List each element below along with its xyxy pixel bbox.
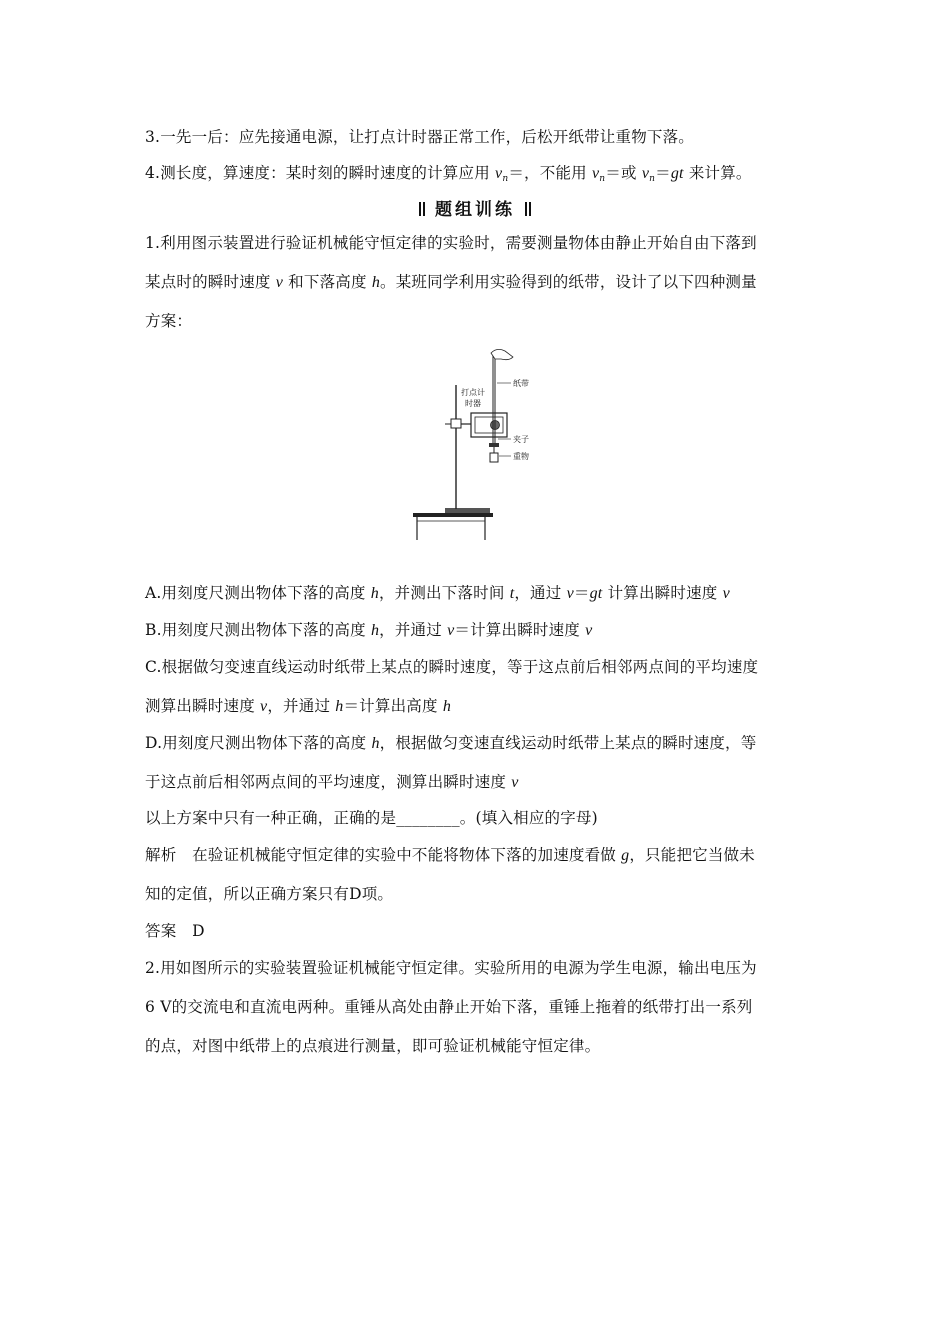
var-v: v bbox=[585, 622, 593, 639]
label-tape: 纸带 bbox=[513, 379, 529, 388]
text-segment: 和下落高度 bbox=[283, 273, 372, 291]
q1-stem-3-text: 方案： bbox=[145, 312, 193, 330]
var-v: v bbox=[722, 585, 730, 602]
text-segment: 4.测长度，算速度：某时刻的瞬时速度的计算应用 bbox=[145, 164, 496, 182]
var-h: h bbox=[371, 735, 380, 752]
text-segment: ＝或 bbox=[605, 164, 642, 182]
var-v: v bbox=[591, 165, 600, 182]
var-v: v bbox=[641, 165, 650, 182]
q1-answer-text: 答案 D bbox=[145, 922, 205, 940]
q1-analysis-2 bbox=[145, 884, 393, 904]
text-segment: ，通过 bbox=[514, 584, 567, 602]
var-h: h bbox=[442, 698, 452, 715]
subscript-n: n bbox=[502, 174, 509, 184]
text-segment: ，根据做匀变速直线运动时纸带上某点的瞬时速度，等 bbox=[379, 734, 757, 752]
q1-analysis-2-text: 知的定值，所以正确方案只有D项。 bbox=[145, 885, 394, 903]
text-segment: ＝ bbox=[573, 584, 590, 602]
var-gt: gt bbox=[670, 165, 684, 182]
var-h: h bbox=[370, 622, 380, 639]
q2-line-3-text: 的点，对图中纸带上的点痕进行测量，即可验证机械能守恒定律。 bbox=[145, 1037, 601, 1055]
text-segment: 。某班同学利用实验得到的纸带，设计了以下四种测量 bbox=[380, 273, 757, 291]
rod-clamp bbox=[451, 419, 461, 428]
section-title-text: 题组训练 bbox=[435, 200, 515, 220]
title-bar-left bbox=[419, 202, 421, 216]
text-segment: ，并测出下落时间 bbox=[378, 584, 510, 602]
q2-line-2-text: 6 V的交流电和直流电两种。重锤从高处由静止开始下落，重锤上拖着的纸带打出一系列 bbox=[145, 998, 753, 1016]
section-title bbox=[0, 195, 950, 220]
q2-line-3 bbox=[145, 1036, 600, 1056]
var-v: v bbox=[275, 274, 284, 291]
label-clip: 夹子 bbox=[513, 435, 529, 444]
var-v: v bbox=[511, 774, 519, 791]
q1-stem-2 bbox=[145, 272, 757, 293]
subscript-n: n bbox=[649, 174, 656, 184]
var-h: h bbox=[371, 274, 381, 291]
q2-line-1-text: 2.用如图所示的实验装置验证机械能守恒定律。实验所用的电源为学生电源，输出电压为 bbox=[145, 959, 757, 977]
var-v: v bbox=[495, 165, 503, 182]
label-timer: 打点计 bbox=[461, 388, 485, 397]
apparatus-drawing bbox=[405, 345, 555, 545]
var-v: v bbox=[566, 585, 574, 602]
text-segment: ＝ bbox=[655, 164, 671, 182]
q1-option-a bbox=[145, 583, 730, 604]
q1-stem-1-text: 1.利用图示装置进行验证机械能守恒定律的实验时，需要测量物体由静止开始自由下落到 bbox=[145, 234, 757, 252]
text-segment: 解析 在验证机械能守恒定律的实验中不能将物体下落的加速度看做 bbox=[145, 846, 622, 864]
table-top bbox=[413, 513, 493, 517]
text-segment: D.用刻度尺测出物体下落的高度 bbox=[145, 734, 372, 752]
title-bar-right bbox=[529, 202, 531, 216]
q2-line-2 bbox=[145, 997, 753, 1017]
q1-fill-blank-text: 以上方案中只有一种正确，正确的是________。(填入相应的字母) bbox=[145, 809, 598, 827]
text-segment: ＝计算出高度 bbox=[343, 697, 443, 715]
label-timer-2: 时器 bbox=[465, 399, 481, 408]
intro-line-3 bbox=[145, 127, 694, 147]
text-segment: ，并通过 bbox=[267, 697, 336, 715]
var-t: t bbox=[509, 585, 515, 602]
text-segment: 计算出瞬时速度 bbox=[602, 584, 723, 602]
text-segment: ＝计算出瞬时速度 bbox=[454, 621, 586, 639]
var-g: g bbox=[621, 847, 630, 864]
hand bbox=[491, 349, 513, 359]
var-gt: gt bbox=[589, 585, 603, 602]
q1-option-b bbox=[145, 620, 592, 641]
var-v: v bbox=[447, 622, 455, 639]
q1-fill-blank bbox=[145, 808, 598, 828]
var-h: h bbox=[335, 698, 344, 715]
var-v: v bbox=[260, 698, 268, 715]
text-segment: ，并通过 bbox=[379, 621, 448, 639]
label-weight: 重物 bbox=[513, 452, 529, 461]
q1-analysis-1 bbox=[145, 845, 755, 866]
q1-option-d-1 bbox=[145, 733, 756, 754]
apparatus-figure bbox=[405, 345, 555, 545]
text-segment: 测算出瞬时速度 bbox=[145, 697, 261, 715]
intro-line-3-text: 3.一先一后：应先接通电源，让打点计时器正常工作，后松开纸带让重物下落。 bbox=[145, 128, 694, 146]
text-segment: ，只能把它当做未 bbox=[629, 846, 755, 864]
text-segment: ＝，不能用 bbox=[508, 164, 592, 182]
var-h: h bbox=[370, 585, 379, 602]
q1-option-d-2 bbox=[145, 772, 519, 793]
stand-base bbox=[445, 508, 490, 513]
text-segment: 某点时的瞬时速度 bbox=[145, 273, 276, 291]
text-segment: 于这点前后相邻两点间的平均速度，测算出瞬时速度 bbox=[145, 773, 512, 791]
intro-line-4 bbox=[145, 163, 752, 189]
title-bar-left bbox=[423, 202, 425, 216]
q1-option-c-1 bbox=[145, 657, 758, 677]
text-segment: 来计算。 bbox=[683, 164, 752, 182]
weight bbox=[490, 453, 498, 462]
q1-stem-3 bbox=[145, 311, 192, 331]
q1-option-c-1-text: C.根据做匀变速直线运动时纸带上某点的瞬时速度，等于这点前后相邻两点间的平均速度 bbox=[145, 658, 759, 676]
text-segment: B.用刻度尺测出物体下落的高度 bbox=[145, 621, 371, 639]
q1-option-c-2 bbox=[145, 696, 451, 717]
subscript-n: n bbox=[599, 174, 606, 184]
title-bar-right bbox=[525, 202, 527, 216]
q1-answer bbox=[145, 921, 205, 941]
tape-clip bbox=[489, 443, 499, 447]
text-segment: A.用刻度尺测出物体下落的高度 bbox=[145, 584, 371, 602]
q2-line-1 bbox=[145, 958, 757, 978]
q1-stem-1 bbox=[145, 233, 757, 253]
